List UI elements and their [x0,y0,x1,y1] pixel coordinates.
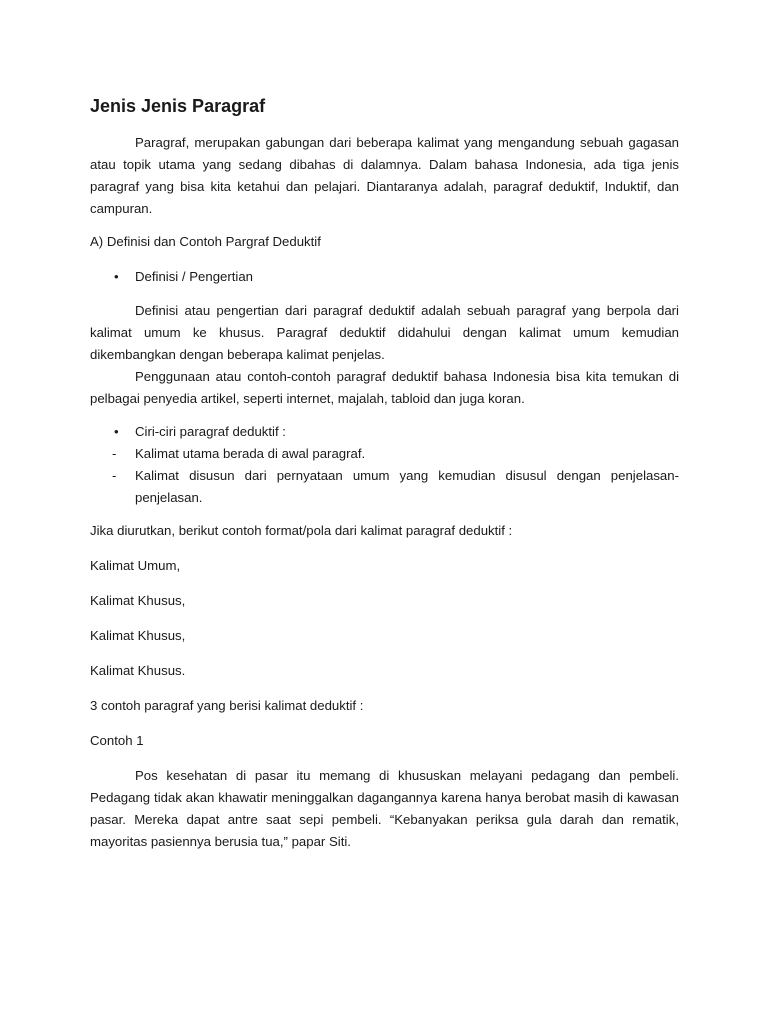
definition-paragraph-1: Definisi atau pengertian dari paragraf deduktif adalah sebuah paragraf yang berpola dari kalimat umum ke khusus. Paragraf deduktif didahului dengan kalimat umum kemudian dikembangkan dengan beberapa kalimat penjelas. [90,303,679,362]
list-item-text: Kalimat disusun dari pernyataan umum yang kemudian disusul dengan penjelasan-penjelasan. [135,468,679,505]
format-line: Kalimat Khusus, [90,628,186,643]
example-1-label: Contoh 1 [90,733,144,748]
format-line: Kalimat Khusus, [90,593,186,608]
dash-icon: - [112,468,117,483]
section-a-heading: A) Definisi dan Contoh Pargraf Deduktif [90,234,321,249]
bullet-characteristics-label: Ciri-ciri paragraf deduktif : [135,424,286,439]
characteristics-list [90,443,679,509]
list-item [90,443,679,465]
dash-icon: - [112,446,117,461]
format-line: Kalimat Umum, [90,558,181,573]
list-item-text: Kalimat utama berada di awal paragraf. [135,446,366,461]
bullet-characteristics [90,421,679,443]
format-line: Kalimat Khusus. [90,663,186,678]
bullet-definition-label: Definisi / Pengertian [135,269,254,284]
bullet-definition [90,266,679,288]
bullet-icon: • [114,269,119,284]
example-1-paragraph: Pos kesehatan di pasar itu memang di khususkan melayani pedagang dan pembeli. Pedagang tidak akan khawatir meninggalkan dagangannya karena hanya berobat masih di kawasan pasar. Mereka dapat antre saat sepi pembeli. “Kebanyakan periksa gula darah dan rematik, mayoritas pasiennya berusia tua,” papar Siti. [90,768,679,849]
format-intro: Jika diurutkan, berikut contoh format/pola dari kalimat paragraf deduktif : [90,523,513,538]
document-title: Jenis Jenis Paragraf [90,96,266,116]
examples-intro: 3 contoh paragraf yang berisi kalimat deduktif : [90,698,364,713]
intro-paragraph: Paragraf, merupakan gabungan dari beberapa kalimat yang mengandung sebuah gagasan atau topik utama yang sedang dibahas di dalamnya. Dalam bahasa Indonesia, ada tiga jenis paragraf yang bisa kita ketahui dan pelajari. Diantaranya adalah, paragraf deduktif, Induktif, dan campuran. [90,135,679,216]
bullet-icon: • [114,424,119,439]
document-page [90,94,679,864]
definition-paragraph-2: Penggunaan atau contoh-contoh paragraf deduktif bahasa Indonesia bisa kita temukan di pelbagai penyedia artikel, seperti internet, majalah, tabloid dan juga koran. [90,369,679,406]
list-item [90,465,679,509]
